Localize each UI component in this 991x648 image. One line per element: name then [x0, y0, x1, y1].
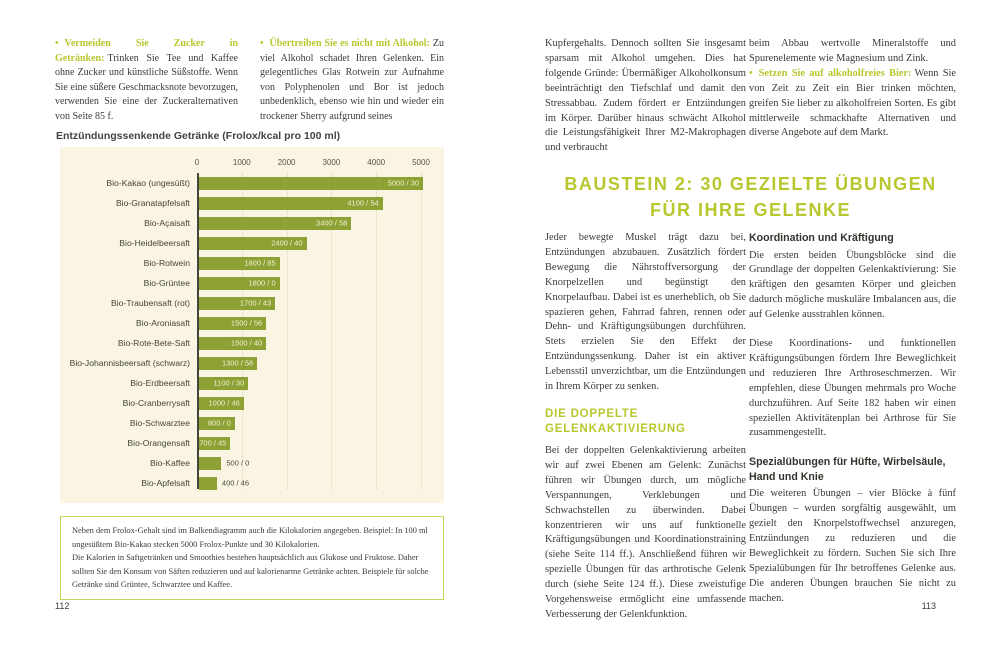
chart-title: Entzündungssenkende Getränke (Frolox/kcal pro 100 ml) — [56, 130, 341, 142]
bar — [199, 277, 280, 290]
bar-category-label: Bio-Schwarztee — [129, 418, 190, 428]
chart-row — [70, 313, 434, 333]
chart-row — [70, 233, 434, 253]
bar-track — [197, 417, 434, 430]
bar-category-label: Bio-Kaffee — [150, 458, 190, 468]
bar-value-label: 3400 / 58 — [316, 218, 348, 228]
bar-category-label: Bio-Cranberrysaft — [122, 398, 190, 408]
bullet-lead: Übertreiben Sie es nicht mit Alkohol: — [269, 38, 430, 49]
left-page-column-2 — [260, 37, 444, 124]
paragraph: beim Abbau wertvolle Mineralstoffe und Spurenelemente wie Magnesium und Zink. — [749, 38, 956, 64]
bullet-lead: Vermeiden Sie Zucker in Getränken: — [55, 38, 238, 64]
chart-row — [70, 293, 434, 313]
bar-category-label: Bio-Grüntee — [143, 278, 190, 288]
bar-track — [197, 377, 434, 390]
bar-category-label: Bio-Apfelsaft — [141, 478, 190, 488]
chart-row — [70, 173, 434, 193]
chart-row — [70, 413, 434, 433]
bar-category-label: Bio-Açaisaft — [144, 218, 190, 228]
bar-category-label: Bio-Erdbeersaft — [130, 378, 190, 388]
chart-row — [70, 453, 434, 473]
bar — [199, 477, 217, 490]
bar-track — [197, 337, 434, 350]
bar-track — [197, 437, 434, 450]
chart-row — [70, 373, 434, 393]
right-page-column-1-main — [545, 231, 746, 623]
paragraph: Kupfergehalts. Dennoch sollten Sie insgesamt sparsam mit Alkohol umgehen. Dies hat folgende Gründe: Übermäßiger Alkoholkonsum beeinträchtigt den Tiefschlaf und damit den Stressabbau. Zudem fördert er Entzündungen im Körper. Darüber hinaus schwächt Alkohol die Leistungsfähigkeit Ihrer M2-Makrophagen und verbraucht — [545, 38, 746, 154]
bar-category-label: Bio-Aroniasaft — [136, 318, 190, 328]
bar-track — [197, 217, 434, 230]
bar-track — [197, 297, 434, 310]
bar-value-label: 5000 / 30 — [387, 178, 419, 188]
chart-row — [70, 353, 434, 373]
bar-value-label: 400 / 46 — [221, 478, 250, 488]
bar-value-label: 800 / 0 — [207, 418, 231, 428]
x-tick-label: 1000 — [232, 158, 251, 167]
page-number-left: 112 — [55, 601, 70, 611]
bar-track — [197, 477, 434, 490]
footnote-paragraph: Neben dem Frolox-Gehalt sind im Balkendiagramm auch die Kilokalorien angegeben. Beispiel: In 100 ml ungesüßtem Bio-Kakao stecken 5000 Frolox-Punkte und 30 Kilokalorien. — [72, 526, 428, 549]
paragraph: Diese Koordinations- und funktionellen Kräftigungsübungen fördern Ihre Beweglichkeit und reduzieren Ihre Arthroseschmerzen. Wir empfehlen, diese Übungen mehrmals pro Woche durchzuführen. Auf Seite 182 haben wir einen speziellen Aktivitätenplan bei Arthrose für Sie zusammengestellt. — [749, 338, 956, 439]
bar-category-label: Bio-Rotwein — [143, 258, 190, 268]
x-tick-label: 3000 — [322, 158, 341, 167]
bar-track — [197, 257, 434, 270]
bar-category-label: Bio-Rote-Bete-Saft — [117, 338, 190, 348]
bar-value-label: 4100 / 54 — [347, 198, 379, 208]
bar — [199, 437, 230, 450]
bar — [199, 237, 307, 250]
right-page-column-1-top — [545, 37, 746, 156]
paragraph-heading: Koordination und Kräftigung — [749, 232, 894, 244]
bar-value-label: 1300 / 58 — [221, 358, 254, 368]
section-heading-line2: FÜR IHRE GELENKE — [649, 200, 851, 220]
bar — [199, 377, 248, 390]
bullet-text: Wenn Sie von Zeit zu Zeit ein Bier trinken möchten, greifen Sie lieber zu alkoholfreien Sorten. Es gibt mittlerweile schmackhafte Alternativen und diverse Angebote auf dem Markt. — [749, 67, 956, 139]
chart-row — [70, 473, 434, 493]
paragraph: Die weiteren Übungen – vier Blöcke à fünf Übungen – wurden sorgfältig ausgewählt, um gezielt den Knorpelstoffwechsel anzuregen, Entzündungen zu reduzieren und die Beweglichkeit zu fördern. Suchen Sie sich Ihre Spezialübungen für Ihr betroffenes Gelenke aus. Die anderen Übungen brauchen Sie nicht zu machen. — [749, 488, 956, 604]
section-heading — [545, 171, 956, 223]
chart-rows — [70, 173, 434, 493]
bar-category-label: Bio-Kakao (ungesüßt) — [106, 178, 190, 188]
chart-x-axis — [194, 155, 434, 171]
bar — [199, 177, 423, 190]
right-page-column-2-top — [749, 37, 956, 141]
bar-track — [197, 397, 434, 410]
x-tick-label: 0 — [194, 158, 200, 167]
bar-value-label: 1100 / 30 — [213, 378, 245, 388]
bar-value-label: 1800 / 0 — [248, 278, 276, 288]
chart-row — [70, 253, 434, 273]
bullet-marker: • — [749, 67, 753, 79]
bullet-item — [260, 37, 444, 124]
bar-value-label: 700 / 45 — [199, 438, 227, 448]
bar-track — [197, 237, 434, 250]
bar — [199, 197, 383, 210]
bar — [199, 297, 275, 310]
bar — [199, 457, 221, 470]
chart-row — [70, 193, 434, 213]
bar-category-label: Bio-Traubensaft (rot) — [111, 298, 190, 308]
bullet-marker: • — [55, 38, 59, 49]
paragraph-heading: Spezialübungen für Hüfte, Wirbelsäule, Hand und Knie — [749, 456, 946, 483]
bar — [199, 257, 280, 270]
bar-value-label: 2400 / 40 — [271, 238, 303, 248]
bar — [199, 357, 257, 370]
chart-row — [70, 273, 434, 293]
bar-chart — [60, 147, 444, 503]
bullet-lead: Setzen Sie auf alkoholfreies Bier: — [758, 67, 912, 79]
bar — [199, 337, 266, 350]
subsection-heading: DIE DOPPELTE GELENKAKTIVIERUNG — [545, 407, 686, 435]
paragraph: Bei der doppelten Gelenkaktivierung arbeiten wir auf zwei Ebenen am Gelenk: Zunächst führen wir Übungen durch, um mögliche Verspannungen, Verklebungen und Schwachstellen zu überwinden. Dabei konzentrieren wir uns auf funktionelle Kräftigungsübungen und Koordinationstraining (siehe Seite 114 ff.). Anschließend führen wir spezielle Übungen für das arthrotische Gelenk durch (siehe Seite 124 ff.). Diese zweistufige Vorgehensweise ermöglicht eine umfassende Verbesserung der Gelenkfunktion. — [545, 444, 746, 620]
bar-category-label: Bio-Heidelbeersaft — [119, 238, 190, 248]
bar-track — [197, 177, 434, 190]
bar — [199, 417, 235, 430]
bar-value-label: 1700 / 43 — [239, 298, 272, 308]
bullet-text: Zu viel Alkohol schadet Ihren Gelenken. Ein gelegentliches Glas Rotwein zur Aufnahme von Polyphenolen und Bor ist jedoch unbedenklich, ebenso wie hin und wieder ein trockener Sherry aufgrund seines — [260, 38, 444, 122]
left-page-column-1 — [55, 37, 238, 124]
bar-category-label: Bio-Johannisbeersaft (schwarz) — [69, 358, 190, 368]
chart-row — [70, 333, 434, 353]
bar-value-label: 1500 / 56 — [230, 318, 263, 328]
bar-category-label: Bio-Granatapfelsaft — [115, 198, 190, 208]
bar — [199, 217, 351, 230]
footnote-box — [60, 516, 444, 600]
bullet-item — [55, 37, 238, 124]
bar-value-label: 1500 / 40 — [230, 338, 263, 348]
page-number-right: 113 — [921, 601, 936, 611]
bar-track — [197, 457, 434, 470]
chart-row — [70, 433, 434, 453]
bullet-item — [749, 67, 956, 142]
bar-value-label: 500 / 0 — [226, 458, 250, 468]
bar-track — [197, 277, 434, 290]
x-tick-label: 4000 — [367, 158, 386, 167]
bullet-text: Trinken Sie Tee und Kaffee ohne Zucker und künstliche Süßstoffe. Wenn Sie eine süßere Geschmacksnote bevorzugen, verwenden Sie eine der Zuckeralternativen von Seite 85 f. — [55, 52, 238, 122]
bar — [199, 397, 244, 410]
right-page-column-2-main — [749, 231, 956, 607]
x-tick-label: 2000 — [277, 158, 296, 167]
bar-track — [197, 317, 434, 330]
bar-track — [197, 357, 434, 370]
chart-row — [70, 393, 434, 413]
bar — [199, 317, 266, 330]
paragraph: Jeder bewegte Muskel trägt dazu bei, Entzündungen abzubauen. Zusätzlich fördert Bewegung die Nährstoffversorgung der Knorpelzellen und begünstigt den Knorpelaufbau. Dabei ist es unerheblich, ob Sie spazieren gehen, Fahrrad fahren, rennen oder Dehn- und Kräftigungsübungen durchführen. Stets erzielen Sie den Effekt der Entzündungssenkung. Daher ist ein aktiver Lebensstil unverzichtbar, um die Entzündungen in Ihrem Körper zu senken. — [545, 232, 746, 393]
bullet-marker: • — [260, 38, 264, 49]
footnote-paragraph: Die Kalorien in Saftgetränken und Smoothies bestehen hauptsächlich aus Glukose und Fruktose. Daher sollten Sie den Konsum von Säften reduzieren und auf kalorienarme Getränke achten. Beispiele für solche Getränke sind Grüntee, Schwarztee und Kaffee. — [72, 553, 429, 589]
paragraph: Die ersten beiden Übungsblöcke sind die Grundlage der doppelten Gelenkaktivierung: Sie kräftigen den gesamten Körper und gleichen dadurch mögliche muskuläre Imbalancen aus, die auf Gelenke ausstrahlen können. — [749, 249, 956, 321]
section-heading-line1: BAUSTEIN 2: 30 GEZIELTE ÜBUNGEN — [564, 174, 937, 194]
bar-category-label: Bio-Orangensaft — [127, 438, 190, 448]
bar-track — [197, 197, 434, 210]
chart-row — [70, 213, 434, 233]
bar-value-label: 1000 / 46 — [208, 398, 240, 408]
x-tick-label: 5000 — [412, 158, 430, 167]
bar-value-label: 1800 / 85 — [244, 258, 276, 268]
